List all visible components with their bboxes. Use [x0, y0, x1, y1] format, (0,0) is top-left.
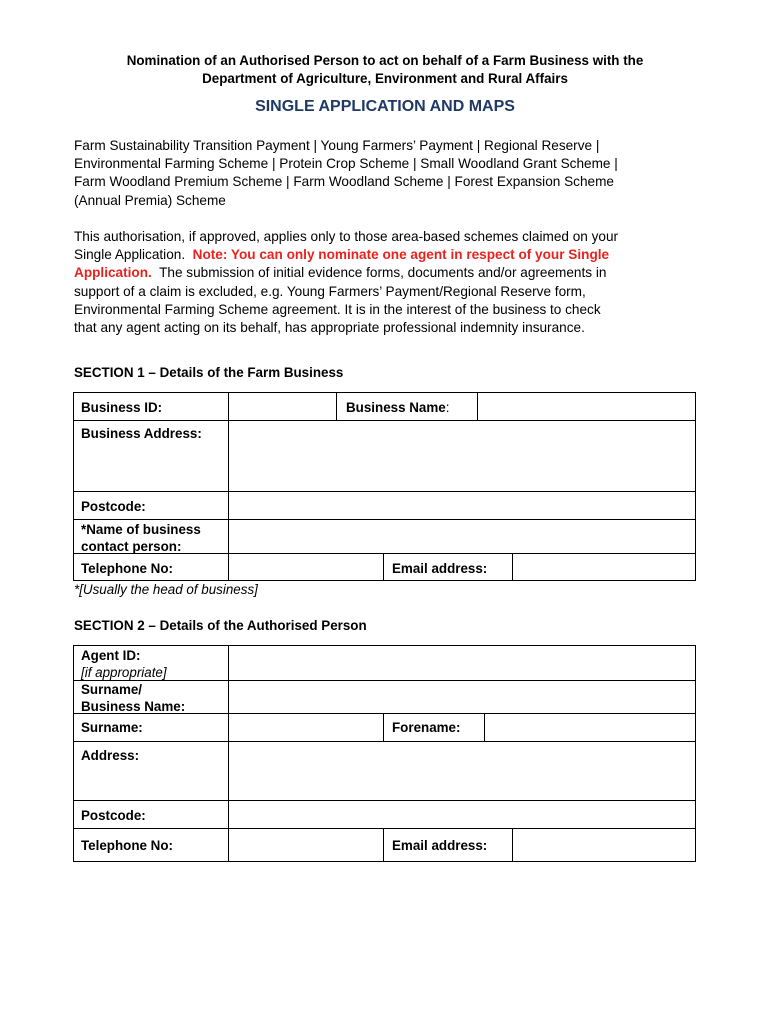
section2-heading: SECTION 2 – Details of the Authorised Person	[74, 618, 367, 633]
table-border	[695, 645, 696, 862]
contact-person-label	[81, 521, 201, 555]
contact-person-label-line2: contact person:	[81, 539, 182, 554]
form-title-line2: Department of Agriculture, Environment and Rural Affairs	[202, 71, 568, 86]
auth-note-b: Application.	[74, 265, 152, 281]
email-label: Email address:	[392, 561, 488, 576]
auth-line2	[74, 246, 706, 264]
auth-line5: Environmental Farming Scheme agreement. It is in the interest of the business to check	[74, 301, 601, 317]
business-name-field[interactable]	[478, 393, 695, 420]
surname-label: Surname:	[81, 720, 143, 735]
form-title	[60, 52, 710, 88]
form-title-line1: Nomination of an Authorised Person to act on behalf of a Farm Business with the	[126, 53, 644, 68]
contact-person-label-line1: *Name of business	[81, 522, 201, 537]
address-field[interactable]	[229, 742, 695, 800]
schemes-line1: Farm Sustainability Transition Payment | Young Farmers’ Payment | Regional Reserve |	[74, 138, 600, 153]
business-name-label-text: Business Name	[346, 400, 446, 415]
table-border	[383, 828, 384, 862]
telephone-label: Telephone No:	[81, 561, 173, 576]
schemes-paragraph	[74, 137, 706, 210]
agent-telephone-label: Telephone No:	[81, 838, 173, 853]
business-id-field[interactable]	[229, 393, 336, 420]
footnote-head-of-business: *[Usually the head of business]	[74, 582, 258, 597]
table-border	[383, 553, 384, 581]
table-border	[73, 580, 696, 581]
agent-id-label-text: Agent ID:	[81, 648, 141, 663]
table-border	[695, 392, 696, 581]
forename-field[interactable]	[485, 714, 695, 741]
agent-id-label	[81, 647, 167, 681]
agent-email-field[interactable]	[513, 829, 695, 861]
schemes-line4: (Annual Premia) Scheme	[74, 192, 226, 208]
auth-line2-text: Single Application.	[74, 247, 193, 263]
surname-business-field[interactable]	[229, 681, 695, 713]
agent-telephone-field[interactable]	[229, 829, 383, 861]
business-id-label: Business ID:	[81, 400, 163, 415]
schemes-line2: Environmental Farming Scheme | Protein Crop Scheme | Small Woodland Grant Scheme |	[74, 156, 618, 172]
postcode-label: Postcode:	[81, 499, 146, 514]
farm-business-table	[73, 392, 696, 581]
auth-line1: This authorisation, if approved, applies only to those area-based schemes claimed on your	[74, 229, 619, 244]
auth-line6: that any agent acting on its behalf, has appropriate professional indemnity insurance.	[74, 320, 585, 336]
business-address-field[interactable]	[229, 421, 695, 491]
postcode-field[interactable]	[229, 492, 695, 519]
surname-business-label-line2: Business Name:	[81, 699, 186, 714]
table-border	[73, 645, 74, 862]
address-label: Address:	[81, 748, 140, 763]
authorised-person-table	[73, 645, 696, 862]
table-border	[383, 713, 384, 741]
agent-id-hint-wrap	[81, 664, 167, 681]
schemes-line3: Farm Woodland Premium Scheme | Farm Woodland Scheme | Forest Expansion Scheme	[74, 174, 614, 190]
auth-note-a: Note: You can only nominate one agent in respect of your Single	[192, 247, 610, 263]
auth-line3-text: The submission of initial evidence forms, documents and/or agreements in	[151, 265, 607, 281]
surname-business-label	[81, 681, 185, 715]
section1-heading: SECTION 1 – Details of the Farm Business	[74, 365, 344, 380]
table-border	[73, 392, 74, 581]
agent-id-field[interactable]	[229, 646, 695, 680]
business-name-label	[346, 399, 449, 416]
agent-postcode-label: Postcode:	[81, 808, 146, 823]
table-border	[73, 861, 696, 862]
agent-id-hint: [if appropriate]	[81, 665, 167, 680]
email-field[interactable]	[513, 554, 695, 580]
surname-business-label-line1: Surname/	[81, 682, 143, 697]
telephone-field[interactable]	[229, 554, 383, 580]
form-subtitle: SINGLE APPLICATION AND MAPS	[255, 98, 515, 115]
forename-label: Forename:	[392, 720, 461, 735]
authorisation-paragraph	[74, 228, 706, 337]
business-name-colon: :	[445, 400, 450, 415]
agent-postcode-field[interactable]	[229, 801, 695, 828]
business-address-label: Business Address:	[81, 426, 202, 441]
auth-line4: support of a claim is excluded, e.g. Young Farmers’ Payment/Regional Reserve form,	[74, 283, 586, 299]
contact-person-field[interactable]	[229, 520, 695, 553]
surname-field[interactable]	[229, 714, 383, 741]
agent-email-label: Email address:	[392, 838, 488, 853]
table-border	[336, 392, 337, 420]
auth-line3	[74, 264, 706, 282]
